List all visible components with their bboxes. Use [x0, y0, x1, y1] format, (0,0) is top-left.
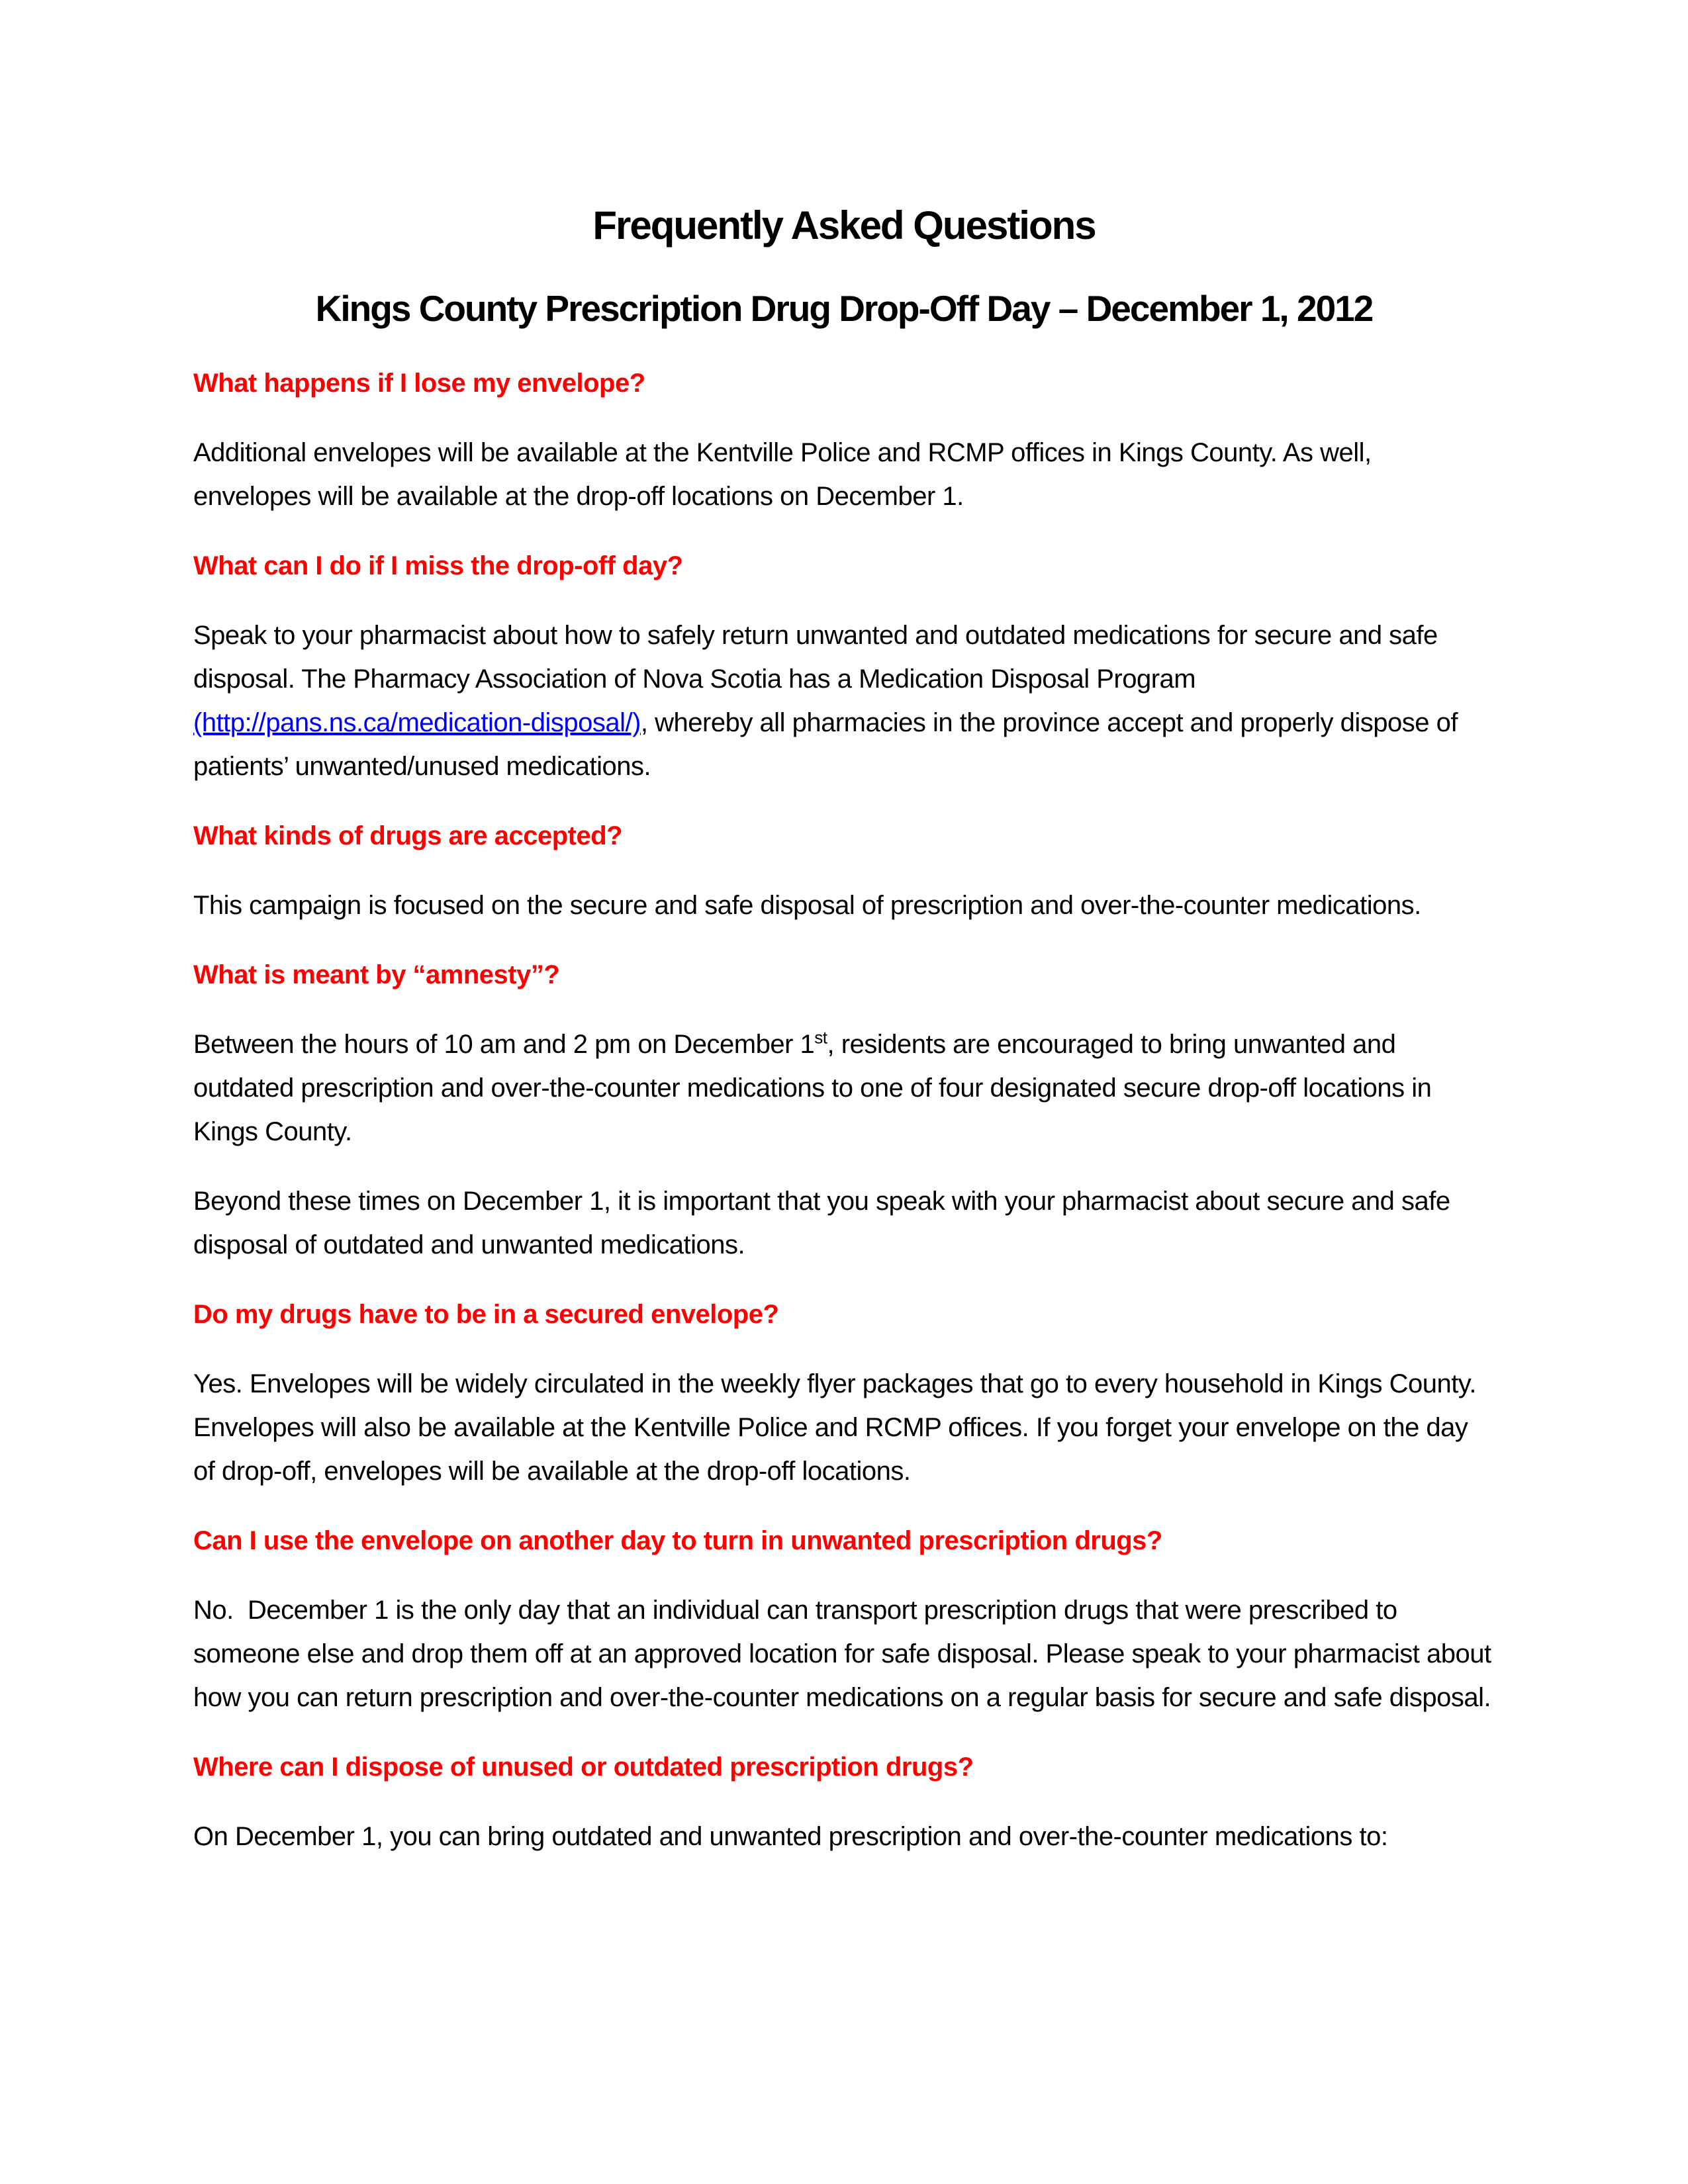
- answer-text: Between the hours of 10 am and 2 pm on December 1: [193, 1030, 815, 1059]
- faq-answer: No. December 1 is the only day that an individual can transport prescription drugs that were prescribed to someone else and drop them off at an approved location for safe disposal. Please speak to your pharmacist about how you can return prescription and over-the-counter medications on a regular basis for secure and safe disposal.: [193, 1596, 1499, 1712]
- faq-answer: This campaign is focused on the secure and safe disposal of prescription and over-the-counter medications.: [193, 891, 1421, 920]
- faq-section-where-dispose: [193, 1745, 1495, 1858]
- faq-section-drugs-accepted: [193, 814, 1495, 927]
- faq-section-miss-dropoff-day: [193, 544, 1495, 788]
- faq-question: What kinds of drugs are accepted?: [193, 821, 623, 850]
- faq-question: Do my drugs have to be in a secured envelope?: [193, 1300, 779, 1329]
- faq-answer: Beyond these times on December 1, it is important that you speak with your pharmacist about secure and safe disposal of outdated and unwanted medications.: [193, 1187, 1458, 1259]
- faq-answer: Yes. Envelopes will be widely circulated in the weekly flyer packages that go to every household in Kings County. Envelopes will also be available at the Kentville Police and RCMP offices. If you forget your envelope on the day of drop-off, envelopes will be available at the drop-off locations.: [193, 1369, 1483, 1486]
- faq-section-amnesty: [193, 953, 1495, 1267]
- page-title: Frequently Asked Questions: [592, 203, 1096, 248]
- faq-answer: Additional envelopes will be available at the Kentville Police and RCMP offices in Kings County. As well, envelopes will be available at the drop-off locations on December 1.: [193, 438, 1379, 511]
- answer-text: , whereby all pharmacies in the province accept and properly dispose of patients’ unwanted/unused medications.: [193, 708, 1465, 781]
- medication-disposal-link[interactable]: (http://pans.ns.ca/medication-disposal/): [193, 708, 641, 737]
- faq-question: What is meant by “amnesty”?: [193, 960, 560, 989]
- faq-question: What can I do if I miss the drop-off day?: [193, 551, 683, 580]
- faq-answer: [193, 1023, 1495, 1154]
- faq-question: What happens if I lose my envelope?: [193, 369, 645, 398]
- faq-section-envelope-another-day: [193, 1519, 1499, 1719]
- faq-question: Where can I dispose of unused or outdated prescription drugs?: [193, 1752, 974, 1782]
- faq-question: Can I use the envelope on another day to turn in unwanted prescription drugs?: [193, 1526, 1162, 1555]
- faq-answer: [193, 614, 1495, 788]
- answer-text: , residents are encouraged to bring unwanted and outdated prescription and over-the-counter medications to one of four designated secure drop-off locations in Kings County.: [193, 1030, 1439, 1146]
- faq-section-secured-envelope: [193, 1293, 1495, 1493]
- faq-answer: On December 1, you can bring outdated and unwanted prescription and over-the-counter medications to:: [193, 1822, 1388, 1851]
- faq-section-lost-envelope: [193, 361, 1495, 518]
- ordinal-superscript: st: [814, 1027, 827, 1048]
- answer-text: Speak to your pharmacist about how to safely return unwanted and outdated medications for secure and safe disposal. The Pharmacy Association of Nova Scotia has a Medication Disposal Program: [193, 621, 1445, 694]
- page-subtitle: Kings County Prescription Drug Drop-Off Day – December 1, 2012: [315, 288, 1373, 329]
